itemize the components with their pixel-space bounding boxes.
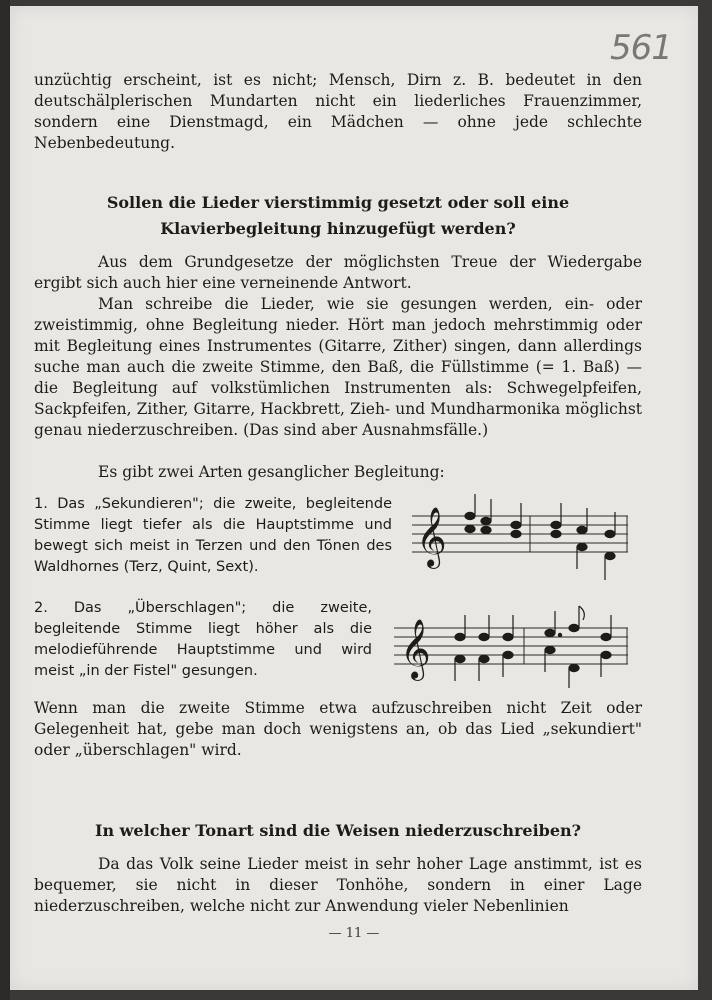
example-sekundieren-text: 1. Das „Sekundieren"; die zweite, begleitende Stimme liegt tiefer als die Hauptstimme und bewegt sich meist in Terzen und den Tönen des Waldhornes (Terz, Quint, Sext).	[34, 496, 392, 575]
note-head	[479, 633, 489, 640]
page-number: — 11 —	[328, 926, 380, 941]
note-head	[551, 530, 561, 537]
note-head	[577, 526, 587, 533]
note-head	[455, 633, 465, 640]
note-head	[545, 629, 555, 636]
paragraph-two-kinds: Es gibt zwei Arten gesanglicher Begleitung:	[98, 463, 445, 481]
note-head	[569, 664, 579, 671]
music-staff-sekundieren	[408, 490, 630, 586]
section-heading-voices: Sollen die Lieder vierstimmig gesetzt oder soll eine Klavierbegleitung hinzugefügt werden?	[106, 193, 570, 238]
treble-clef-icon: 𝄞	[416, 507, 447, 567]
note-head	[511, 530, 521, 537]
note-head	[503, 651, 513, 658]
paragraph-key: Da das Volk seine Lieder meist in sehr hoher Lage anstimmt, ist es bequemer, sie nicht in dieser Tonhöhe, sondern in einer Lage niederzuschreiben, welche nicht zur Anwendung vieler Nebenlinien	[34, 855, 642, 915]
note-head	[569, 624, 579, 631]
paragraph-answer: Aus dem Grundgesetze der möglichsten Treue der Wiedergabe ergibt sich auch hier eine verneinende Antwort.	[34, 253, 642, 292]
note-dot	[558, 633, 561, 636]
note-head	[545, 646, 555, 653]
example-ueberschlagen-text: 2. Das „Überschlagen"; die zweite, begleitende Stimme liegt höher als die melodieführende Hauptstimme und wird meist „in der Fistel" gesungen.	[34, 600, 372, 679]
note-head	[465, 512, 475, 519]
note-head	[577, 543, 587, 550]
section-heading-key: In welcher Tonart sind die Weisen niederzuschreiben?	[94, 821, 582, 840]
note-head	[605, 530, 615, 537]
music-staff-ueberschlagen	[390, 600, 630, 692]
book-binding	[0, 0, 10, 1000]
book-page	[10, 6, 698, 990]
note-head	[605, 552, 615, 559]
note-head	[455, 655, 465, 662]
note-head	[601, 651, 611, 658]
note-head	[481, 517, 491, 524]
treble-clef-icon: 𝄞	[400, 619, 431, 679]
paragraph-instructions: Man schreibe die Lieder, wie sie gesungen werden, ein- oder zweistimmig, ohne Begleitung nieder. Hört man jedoch mehrstimmig oder mit Begleitung eines Instrumentes (Gitarre, Zither) singen, dann allerdings suche man auch die zweite Stimme, den Baß, die Füllstimme (= 1. Baß) — die Begleitung auf volkstümlichen Instrumenten als: Schwegelpfeifen, Sackpfeifen, Zither, Gitarre, Hackbrett, Zieh- und Mundharmonika möglichst genau niederzuschreiben. (Das sind aber Ausnahmsfälle.)	[34, 295, 642, 439]
intro-paragraph: unzüchtig erscheint, ist es nicht; Mensch, Dirn z. B. bedeutet in den deutschälplerischen Mundarten nicht ein liederliches Frauenzimmer, sondern eine Dienstmagd, ein Mädchen — ohne jede schlechte Nebenbedeutung.	[34, 71, 642, 152]
note-head	[481, 526, 491, 533]
note-head	[503, 633, 513, 640]
note-head	[465, 525, 475, 532]
note-head	[479, 655, 489, 662]
note-head	[601, 633, 611, 640]
paragraph-notation-hint: Wenn man die zweite Stimme etwa aufzuschreiben nicht Zeit oder Gelegenheit hat, gebe man doch wenigstens an, ob das Lied „sekundiert" oder „überschlagen" wird.	[34, 699, 642, 759]
note-head	[511, 521, 521, 528]
handwritten-page-mark: 561	[610, 28, 672, 68]
note-head	[551, 521, 561, 528]
